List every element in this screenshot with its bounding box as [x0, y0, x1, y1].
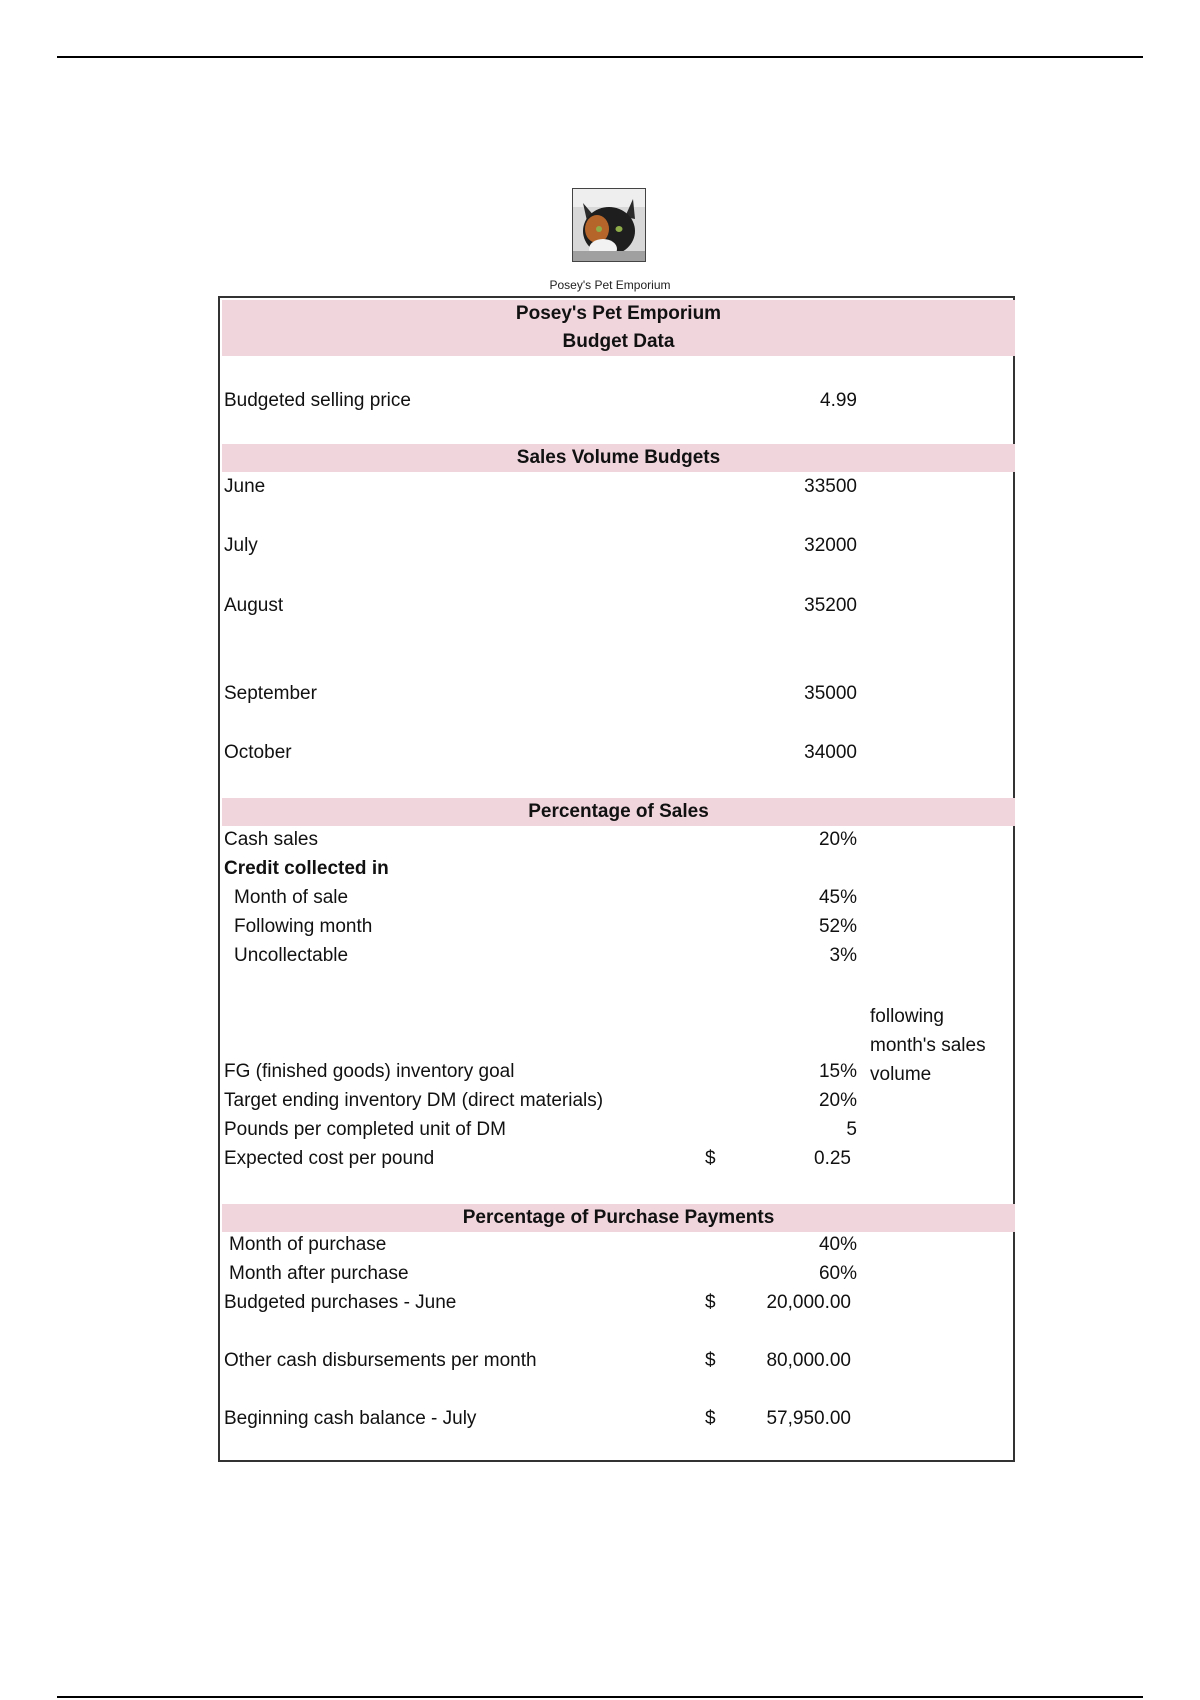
sales-row-value: 35200	[804, 595, 857, 616]
fg-goal-label: FG (finished goods) inventory goal	[224, 1061, 515, 1082]
budgeted-purchases-label: Budgeted purchases - June	[224, 1292, 457, 1313]
cat-logo-image	[572, 188, 646, 262]
pounds-value: 5	[846, 1119, 857, 1140]
selling-price-value: 4.99	[820, 390, 857, 411]
sheet-subtitle: Budget Data	[562, 331, 675, 352]
credit-row-label: Month of sale	[234, 887, 349, 908]
purchase-payments-header: Percentage of Purchase Payments	[222, 1204, 1015, 1232]
fg-note-line: following	[870, 1006, 944, 1027]
top-rule	[57, 56, 1143, 58]
sales-row-label: October	[224, 742, 292, 763]
pct-sales-header: Percentage of Sales	[222, 798, 1015, 826]
fg-goal-value: 15%	[818, 1061, 857, 1082]
cost-currency: $	[705, 1148, 716, 1169]
sales-row-value: 34000	[804, 742, 857, 763]
pounds-label: Pounds per completed unit of DM	[224, 1119, 506, 1140]
budget-data-sheet	[218, 296, 1015, 1462]
sales-row-value: 35000	[804, 683, 857, 704]
cash-sales-value: 20%	[818, 829, 857, 850]
credit-row-label: Uncollectable	[234, 945, 349, 966]
purchase-row-value: 60%	[818, 1263, 857, 1284]
credit-row-value: 45%	[818, 887, 857, 908]
sheet-title: Posey's Pet Emporium	[515, 303, 722, 324]
fg-note-line: month's sales	[870, 1035, 986, 1056]
cost-per-pound-value: 0.25	[814, 1148, 851, 1169]
beginning-cash-value: 57,950.00	[766, 1408, 851, 1429]
dm-target-label: Target ending inventory DM (direct materials)	[224, 1090, 604, 1111]
logo-caption: Posey's Pet Emporium	[549, 278, 671, 292]
beginning-cash-label: Beginning cash balance - July	[224, 1408, 477, 1429]
fg-note-line: volume	[870, 1064, 932, 1085]
sales-volume-header: Sales Volume Budgets	[222, 444, 1015, 472]
sales-row-value: 33500	[804, 476, 857, 497]
credit-row-value: 52%	[818, 916, 857, 937]
cost-per-pound-label: Expected cost per pound	[224, 1148, 435, 1169]
credit-row-value: 3%	[829, 945, 857, 966]
cash-sales-label: Cash sales	[224, 829, 318, 850]
sales-row-label: July	[224, 535, 258, 556]
cat-photo-icon	[573, 189, 645, 261]
bottom-rule	[57, 1696, 1143, 1698]
credit-row-label: Following month	[234, 916, 373, 937]
budgeted-purchases-currency: $	[705, 1292, 716, 1313]
title-band	[222, 300, 1015, 356]
sales-row-label: June	[224, 476, 266, 497]
sales-row-value: 32000	[804, 535, 857, 556]
other-cash-currency: $	[705, 1350, 716, 1371]
other-cash-label: Other cash disbursements per month	[224, 1350, 537, 1371]
purchase-row-label: Month of purchase	[229, 1234, 387, 1255]
fg-note	[870, 1002, 986, 1089]
credit-heading: Credit collected in	[224, 858, 389, 879]
purchase-row-label: Month after purchase	[229, 1263, 409, 1284]
selling-price-label: Budgeted selling price	[224, 390, 411, 411]
beginning-cash-currency: $	[705, 1408, 716, 1429]
purchase-row-value: 40%	[818, 1234, 857, 1255]
sales-row-label: August	[224, 595, 284, 616]
other-cash-value: 80,000.00	[766, 1350, 851, 1371]
budgeted-purchases-value: 20,000.00	[766, 1292, 851, 1313]
sales-row-label: September	[224, 683, 317, 704]
dm-target-value: 20%	[818, 1090, 857, 1111]
